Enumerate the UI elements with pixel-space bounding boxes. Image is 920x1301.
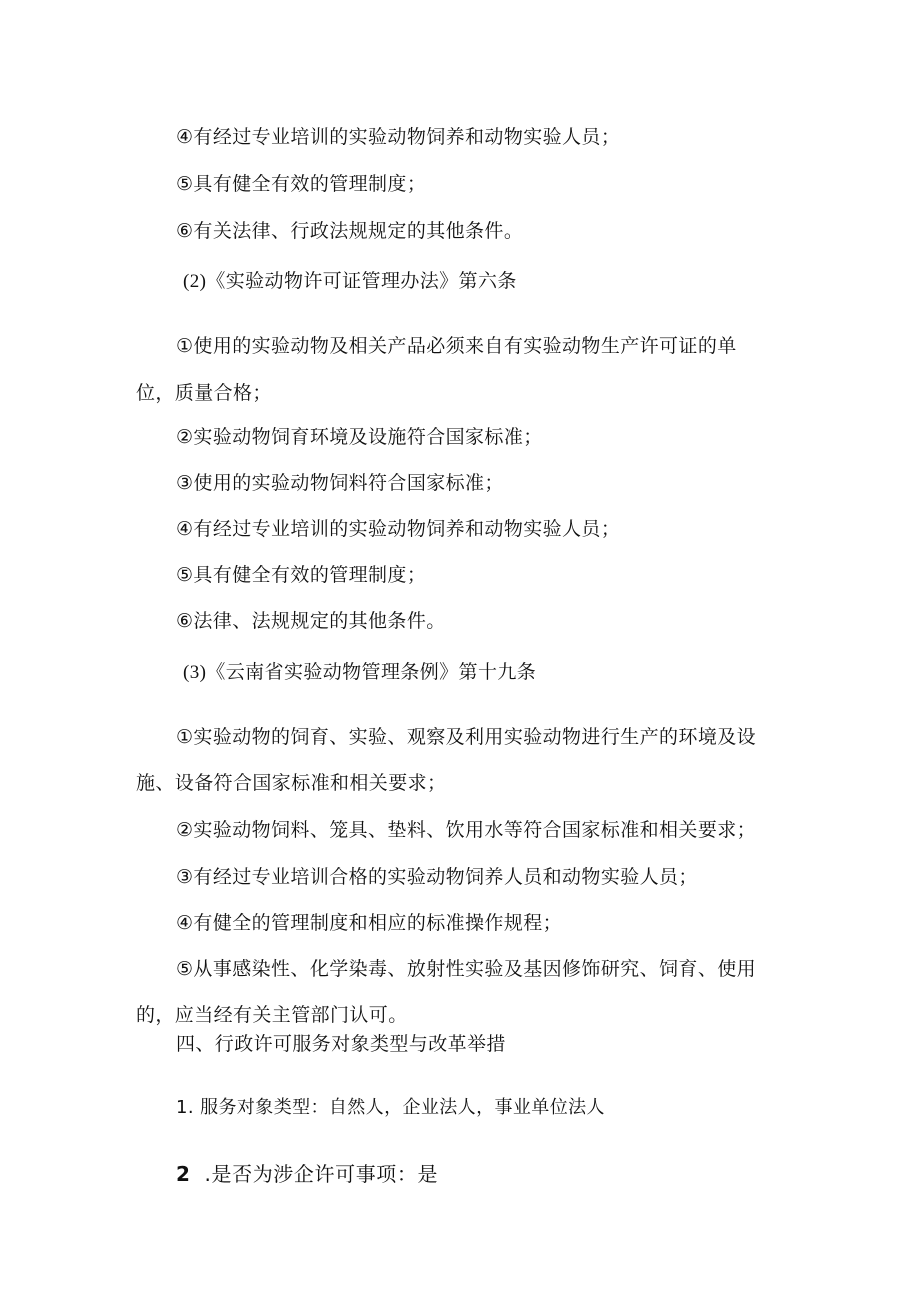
- section-3-item-1-line-2: 施、设备符合国家标准和相关要求；: [136, 772, 447, 794]
- block-a-item-6: ⑥有关法律、行政法规规定的其他条件。: [176, 220, 524, 242]
- section-3-item-2: ②实验动物饲料、笼具、垫料、饮用水等符合国家标准和相关要求；: [176, 819, 757, 841]
- section-2-item-3: ③使用的实验动物饲料符合国家标准；: [176, 472, 504, 494]
- block-a-item-4: ④有经过专业培训的实验动物饲养和动物实验人员；: [176, 126, 621, 148]
- section-2-item-5: ⑤具有健全有效的管理制度；: [176, 564, 427, 586]
- section-2-item-1-line-2: 位，质量合格；: [136, 382, 272, 404]
- section-3-heading: [183, 659, 536, 686]
- section-2-number: (2): [183, 271, 207, 292]
- section-4-point-2-text: .是否为涉企许可事项：是: [204, 1162, 439, 1186]
- section-3-item-1-line-1: ①实验动物的饲育、实验、观察及利用实验动物进行生产的环境及设: [176, 726, 757, 748]
- section-2-heading: [183, 268, 517, 295]
- section-4-heading: 四、行政许可服务对象类型与改革举措: [176, 1033, 506, 1055]
- block-a-item-5: ⑤具有健全有效的管理制度；: [176, 173, 427, 195]
- section-4-point-1: 1. 服务对象类型：自然人，企业法人，事业单位法人: [176, 1097, 605, 1118]
- section-2-item-4: ④有经过专业培训的实验动物饲养和动物实验人员；: [176, 518, 621, 540]
- section-3-item-3: ③有经过专业培训合格的实验动物饲养人员和动物实验人员；: [176, 866, 698, 888]
- section-2-item-6: ⑥法律、法规规定的其他条件。: [176, 610, 446, 632]
- section-2-item-2: ②实验动物饲育环境及设施符合国家标准；: [176, 426, 543, 448]
- section-2-title: 《实验动物许可证管理办法》第六条: [206, 270, 517, 292]
- section-4-point-2-number: 2: [176, 1162, 191, 1186]
- section-2-item-1-line-1: ①使用的实验动物及相关产品必须来自有实验动物生产许可证的单: [176, 335, 737, 357]
- section-3-number: (3): [183, 662, 207, 683]
- section-3-item-4: ④有健全的管理制度和相应的标准操作规程；: [176, 912, 563, 934]
- section-4-point-2: [176, 1161, 438, 1187]
- section-3-title: 《云南省实验动物管理条例》第十九条: [206, 661, 537, 683]
- section-3-item-5-line-1: ⑤从事感染性、化学染毒、放射性实验及基因修饰研究、饲育、使用: [176, 958, 757, 980]
- section-3-item-5-line-2: 的，应当经有关主管部门认可。: [136, 1004, 408, 1026]
